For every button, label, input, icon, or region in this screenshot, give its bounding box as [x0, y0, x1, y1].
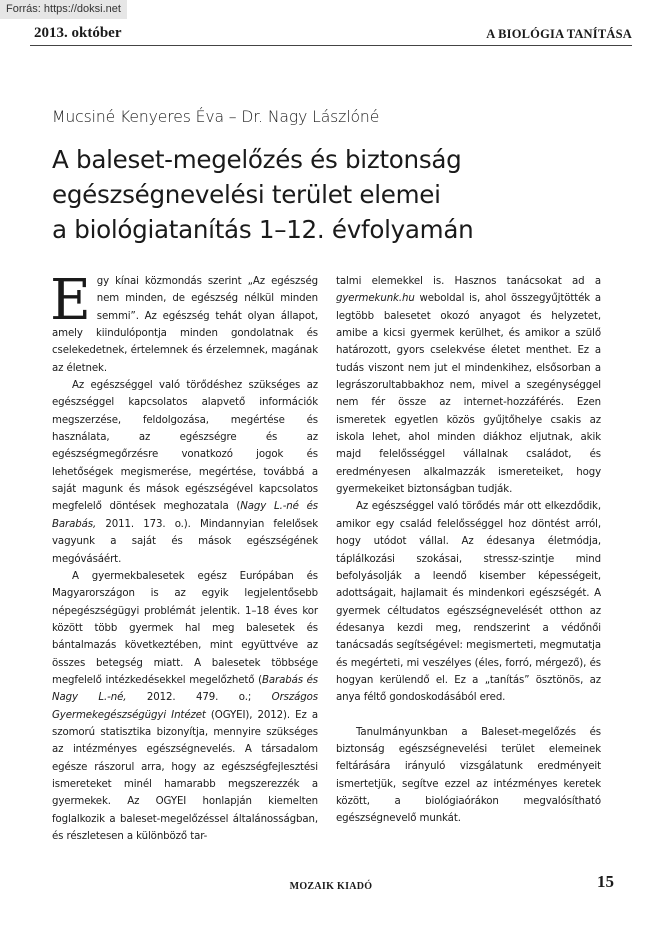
paragraph: Az egészséggel való törődéshez szükséges az egészséggel kapcsolatos alapvető információk megszerzése, feldolgozása, megértése és használata, az egészségre és az egészségmegőrzésre vonatkozó jogok és lehetőségek megismerése, megértése, továbbá a saját magunk és mások egészségével kapcsolatos megfelelő döntések meghozatala (Nagy L.-né és Barabás, 2011. 173. o.). Mindannyian felelősek vagyunk a saját és mások egészségének megóvásáért. — [52, 380, 318, 565]
paragraph: A gyermekbalesetek egész Európában és Magyarországon is az egyik legjelentősebb népegészségügyi problémát jelentik. 1–18 éves kor között több gyermek hal meg balesetek és bántalmazás következtében, mint együttvéve az összes betegség miatt. A balesetek többsége megfelelő intézkedésekkel megelőzhető (Barabás és Nagy L.-né, 2012. 479. o.; Országos Gyermekegészségügyi Intézet (OGYEI), 2012). Ez a szomorú statisztika bizonyítja, mennyire szükséges az intézményes egészségnevelés. A társadalom egésze rászorul arra, hogy az egészségfejlesztési ismereteket minél hamarabb megszerezzék a gyermekek. Az OGYEI honlapján kiemelten foglalkozik a baleset-megelőzéssel általánosságban, és részletesen a különböző tar- — [52, 570, 319, 842]
citation: Nagy L.-né és Barabás, — [52, 501, 318, 530]
citation: Barabás és Nagy L.-né, — [52, 674, 318, 704]
header-date: 2013. október — [34, 25, 122, 41]
footer-publisher: MOZAIK KIADÓ — [289, 881, 373, 892]
paragraph: talmi elemekkel is. Hasznos tanácsokat ad a gyermekunk.hu weboldal is, ahol összegyűjtötték a legtöbb balesetet okozó anyagot és helyzetet, amibe a kicsi gyermek kerülhet, és amikor a szülő határozott, gyors cselekvése életet menthet. Ez a tudás viszont nem jut el mindenkihez, elsősorban a legrászorultabbakhoz nem, mivel a szegénységgel nem fér össze az internet-hozzáférés. Ezen ismeretek egyetlen közös gyűjtőhelye csakis az iskola lehet, ahol minden diákhoz eljutnak, akik majd felelősséggel vállalnak családot, és eredményesen alkalmazzák ismereteiket, hogy gyermekeiket biztonságban tudják. — [336, 276, 601, 496]
title-line: egészségnevelési terület elemei — [52, 180, 441, 209]
article-authors: Mucsiné Kenyeres Éva – Dr. Nagy Lászlóné — [52, 108, 380, 126]
citation: Országos Gyermekegészségügyi Intézet — [52, 692, 318, 721]
paragraph: Egy kínai közmondás szerint „Az egészség nem minden, de egészség nélkül minden semmi”. Az egészség tehát olyan állapot, amely kiindulópontja minden gondolatnak és cselekedetnek, értelemnek és érzelemnek, magának az életnek. — [50, 268, 318, 374]
drop-cap: E — [50, 268, 91, 333]
header-journal-title: A BIOLÓGIA TANÍTÁSA — [486, 27, 632, 41]
article-title — [52, 142, 612, 247]
article-column-left — [50, 268, 319, 845]
paragraph: Tanulmányunkban a Baleset-megelőzés és biztonság egészségnevelési terület elemeinek feltárására irányuló vizsgálatunk eredményeit ismertetjük, segítve ezzel az intézményes keretek között, a biológiaórákon megvalósítható egészségnevelő munkát. — [336, 726, 601, 825]
title-line: A baleset-megelőzés és biztonság — [52, 145, 462, 174]
website-reference: gyermekunk.hu — [336, 293, 415, 305]
paragraph: Az egészséggel való törődés már ott elkezdődik, amikor egy család felelősséggel hoz döntést arról, hogy utódot vállal. Az édesanya életmódja, táplálkozási szokásai, stressz-szintje mind befolyásolják a leendő kisember képességeit, adottságait, hajlamait és mindenkori egészségét. A gyermek céltudatos egészségnevelését otthon az édesanya kezdi meg, rendszerint a védőnői tanácsadás segítségével: megismerteti, megmutatja és megérteti, mi veszélyes (éles, forró, mérgező), és hogyan kerülendő el. Ez a „tanítás” ösztönös, az anya féltő gondoskodásából ered. — [336, 501, 601, 704]
page-number: 15 — [597, 872, 614, 891]
source-label: Forrás: https://doksi.net — [0, 0, 127, 19]
header-rule — [30, 45, 632, 46]
title-line: a biológiatanítás 1–12. évfolyamán — [52, 215, 474, 244]
article-column-right — [336, 273, 601, 828]
